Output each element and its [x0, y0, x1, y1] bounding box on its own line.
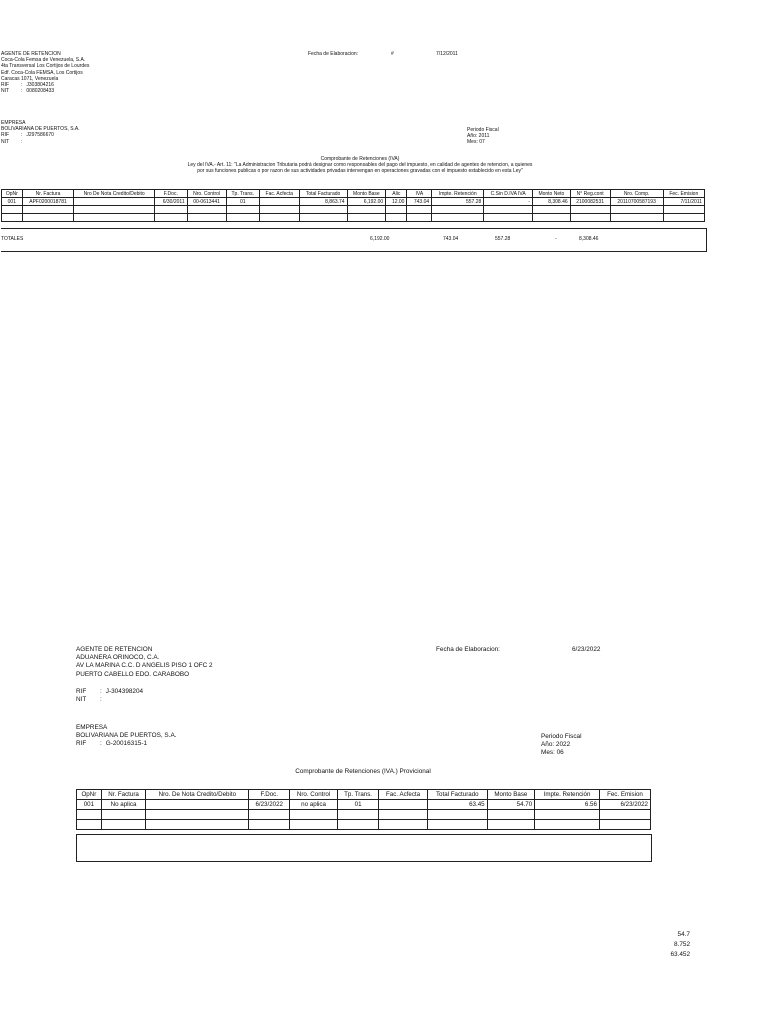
table-cell [226, 206, 259, 214]
col-header: Tp. Trans. [338, 790, 379, 800]
table-cell [338, 810, 379, 820]
col-header: Nro. Control [187, 190, 226, 198]
table-cell [154, 206, 187, 214]
table-cell [432, 206, 484, 214]
col-header: OpNr [2, 190, 23, 198]
footer-number: 8.752 [674, 941, 690, 948]
table-cell: 00-0613441 [187, 198, 226, 206]
doc2-fecha-label: Fecha de Elaboracion: [436, 646, 500, 653]
table-cell [74, 206, 155, 214]
table-cell [407, 206, 432, 214]
doc1-retenciones-table [1, 189, 705, 222]
table-cell [299, 206, 347, 214]
doc1-empresa-rif-value: J297586670 [26, 132, 54, 139]
table-cell [379, 810, 428, 820]
table-cell [386, 206, 407, 214]
table-cell [379, 820, 428, 830]
doc1-nit-row [1, 88, 89, 94]
col-header: Nro. De Nota Credito/Debito [146, 790, 249, 800]
col-header: Nr. Factura [101, 790, 146, 800]
doc2-agent-line: PUERTO CABELLO EDO. CARABOBO [76, 670, 190, 678]
doc2-empresa-name: BOLIVARIANA DE PUERTOS, S.A. [76, 732, 177, 740]
colon: : [21, 132, 23, 139]
doc1-totals-iva: 743.04 [443, 236, 459, 242]
col-header: Monto Neto [533, 190, 571, 198]
col-header: Alic [386, 190, 407, 198]
table-cell: no aplica [290, 800, 338, 810]
table-cell [290, 820, 338, 830]
doc1-agent-line: Coca-Cola Femsa de Venezuela, S.A. [1, 57, 86, 64]
table-cell [484, 206, 533, 214]
doc1-empresa-nit-row [1, 139, 80, 145]
table-cell [187, 206, 226, 214]
col-header: Tp. Trans. [226, 190, 259, 198]
doc2-totals-box [76, 834, 652, 862]
table-cell [74, 214, 155, 222]
colon: : [100, 696, 102, 704]
col-header: Nro De Nota Credito/Debito [74, 190, 155, 198]
table-cell: 8,308.46 [533, 198, 571, 206]
table-cell [570, 206, 610, 214]
table-cell [535, 820, 600, 830]
doc1-agent-line: Caracas 1071, Venezuela [1, 75, 59, 82]
table-cell: 01 [338, 800, 379, 810]
table-cell [379, 800, 428, 810]
doc2-rif-block [76, 688, 143, 704]
doc1-periodo-label: Periodo Fiscal [467, 127, 499, 133]
doc2-periodo-mes: Mes: 06 [541, 749, 564, 757]
doc1-ley-line2: por sus funciones publicas o por razon de sus actividades privadas intervengan en operaciones gravadas con el impuesto establecido en esta Ley" [197, 168, 523, 174]
table-cell [2, 206, 23, 214]
doc2-rif-value: J-304398204 [105, 688, 144, 695]
table-cell [290, 810, 338, 820]
table-cell: 12.00 [386, 198, 407, 206]
doc1-empresa-block [1, 120, 80, 145]
table-cell [663, 214, 704, 222]
colon: : [21, 82, 23, 89]
table-cell [610, 206, 663, 214]
col-header: F.Doc. [249, 790, 290, 800]
doc1-periodo-mes: Mes: 07 [467, 139, 485, 146]
doc1-agent-label: AGENTE DE RETENCION [1, 51, 61, 57]
doc1-totals-retencion: 557.28 [495, 236, 511, 242]
doc1-empresa-name: BOLIVARIANA DE PUERTOS, S.A. [1, 126, 80, 133]
doc2-empresa-label: EMPRESA [76, 724, 108, 731]
footer-number: 54.7 [677, 931, 690, 938]
doc2-rif-label: RIF [76, 688, 87, 695]
table-cell [74, 198, 155, 206]
table-cell: 6/23/2022 [249, 800, 290, 810]
table-cell [407, 214, 432, 222]
col-header: N° Reg.cont [570, 190, 610, 198]
col-header: Nr. Factura [22, 190, 74, 198]
table-cell [101, 820, 146, 830]
doc1-nit-value: 0080208433 [26, 88, 55, 95]
table-cell [259, 198, 299, 206]
doc2-fecha-value: 6/23/2022 [572, 646, 601, 653]
col-header: Impte. Retención [432, 190, 484, 198]
table-cell [259, 214, 299, 222]
table-cell: - [484, 198, 533, 206]
doc2-agent-line: AV LA MARINA C.C. D ANGELIS PISO 1 OFC 2 [76, 662, 213, 670]
table-cell [259, 206, 299, 214]
col-header: Fac. Acfecta [259, 190, 299, 198]
doc2-empresa-rif-value: G-20016315-1 [105, 740, 147, 748]
table-cell [610, 214, 663, 222]
table-header-row [77, 790, 651, 800]
doc1-agent-block [1, 51, 89, 94]
table-cell [533, 206, 571, 214]
doc2-agent-label: AGENTE DE RETENCION [76, 646, 153, 653]
table-cell [101, 810, 146, 820]
table-row-empty [77, 820, 651, 830]
footer-numbers [670, 930, 690, 960]
table-cell: 01 [226, 198, 259, 206]
doc1-rif-label: RIF [1, 82, 10, 89]
table-row-empty [2, 214, 705, 222]
doc1-ley-line1: Ley del IVA.- Art. 11: "La Administracion Tributaria podrá designar como responsables del pago del impuesto, en calidad de agentes de retencion, a quienes [187, 162, 533, 168]
table-cell [533, 214, 571, 222]
colon: : [100, 740, 102, 748]
col-header: Fac. Acfecta [379, 790, 428, 800]
table-cell [663, 206, 704, 214]
table-cell: APF0200018781 [22, 198, 74, 206]
doc1-fecha-label: Fecha de Elaboracion: [308, 51, 359, 57]
col-header: Fec. Emision [599, 790, 650, 800]
table-cell [22, 206, 74, 214]
doc2-retenciones-table [76, 789, 651, 830]
doc1-totals-monto-neto: 8,308.46 [579, 236, 599, 242]
doc1-empresa-nit-label: NIT [1, 138, 10, 145]
col-header: Nro. Comp. [610, 190, 663, 198]
table-cell [487, 820, 535, 830]
table-cell: No aplica [101, 800, 146, 810]
col-header: Impte. Retención [535, 790, 600, 800]
table-cell: 001 [77, 800, 102, 810]
table-cell [347, 206, 386, 214]
table-cell [77, 820, 102, 830]
table-cell: 6/23/2022 [599, 800, 650, 810]
table-row-empty [2, 206, 705, 214]
table-cell [484, 214, 533, 222]
doc1-totals-box [1, 228, 707, 252]
doc1-agent-line: 4ta Transversal Los Cortijos de Lourdes [1, 63, 90, 70]
table-cell [535, 810, 600, 820]
colon: : [21, 138, 23, 145]
table-cell [432, 214, 484, 222]
doc1-nit-label: NIT [1, 88, 10, 95]
table-cell [249, 820, 290, 830]
table-cell: 001 [2, 198, 23, 206]
table-cell [338, 820, 379, 830]
table-cell [599, 820, 650, 830]
col-header: Monto Base [487, 790, 535, 800]
colon: : [21, 88, 23, 95]
col-header: Total Facturado [299, 190, 347, 198]
doc2-periodo-block [541, 733, 582, 758]
table-cell: 6.56 [535, 800, 600, 810]
col-header: C.Sin D.IVA IVA [484, 190, 533, 198]
doc2-periodo-label: Periodo Fiscal [541, 733, 582, 740]
doc1-rif-value: J303804216 [26, 82, 54, 89]
doc1-empresa-label: EMPRESA [1, 120, 26, 126]
col-header: IVA [407, 190, 432, 198]
table-row [2, 198, 705, 206]
table-cell [249, 810, 290, 820]
table-cell [146, 810, 249, 820]
table-cell: 20110700587193 [610, 198, 663, 206]
doc2-nit-label: NIT [76, 696, 87, 704]
table-cell: 6,192.00 [347, 198, 386, 206]
table-cell: 6/30/2011 [154, 198, 187, 206]
table-cell [154, 214, 187, 222]
table-cell [427, 810, 487, 820]
colon: : [100, 688, 102, 695]
doc1-fecha-hash: # [391, 51, 394, 57]
doc2-comprobante-title: Comprobante de Retenciones (IVA.) Provicional [295, 768, 431, 775]
table-row [77, 800, 651, 810]
doc2-empresa-block [76, 724, 177, 749]
table-cell: 557.28 [432, 198, 484, 206]
doc2-periodo-anio: Año: 2022 [541, 741, 571, 749]
table-cell [570, 214, 610, 222]
doc2-agent-line: ADUANERA ORINOCO, C.A. [76, 654, 160, 662]
doc2-empresa-rif-row [76, 740, 177, 748]
col-header: Nro. Control [290, 790, 338, 800]
doc1-totals-sin-derecho: - [555, 236, 557, 242]
table-cell: 54.70 [487, 800, 535, 810]
table-cell [22, 214, 74, 222]
table-cell [427, 820, 487, 830]
table-cell: 8,863.74 [299, 198, 347, 206]
doc2-nit-row [76, 696, 143, 704]
doc1-empresa-rif-label: RIF [1, 132, 10, 139]
table-cell [146, 800, 249, 810]
table-header-row [2, 190, 705, 198]
table-cell [386, 214, 407, 222]
table-cell [226, 214, 259, 222]
doc2-empresa-rif-label: RIF [76, 740, 87, 748]
table-cell [487, 810, 535, 820]
col-header: Monto Base [347, 190, 386, 198]
table-cell [2, 214, 23, 222]
table-cell: 743.04 [407, 198, 432, 206]
doc2-rif-row [76, 688, 143, 696]
table-cell [187, 214, 226, 222]
doc1-agent-line: Edf. Coca-Cola FEMSA, Los Cortijos [1, 69, 83, 76]
doc1-totals-label: TOTALES [1, 236, 24, 242]
table-row-empty [77, 810, 651, 820]
table-cell [599, 810, 650, 820]
doc1-fecha-value: 7/12/2011 [436, 51, 458, 57]
doc1-comprobante-title: Comprobante de Retenciones (IVA) [320, 156, 400, 162]
table-cell [77, 810, 102, 820]
doc1-periodo-block [467, 127, 499, 146]
doc1-periodo-anio: Año: 2011 [467, 133, 490, 140]
col-header: OpNr [77, 790, 102, 800]
table-cell [146, 820, 249, 830]
table-cell: 63.45 [427, 800, 487, 810]
table-cell [299, 214, 347, 222]
table-cell [347, 214, 386, 222]
table-cell: 7/11/2011 [663, 198, 704, 206]
doc2-agent-block [76, 646, 213, 679]
footer-number: 63.452 [670, 951, 690, 958]
col-header: F.Doc. [154, 190, 187, 198]
col-header: Fec. Emision [663, 190, 704, 198]
doc1-totals-monto-base: 6,192.00 [370, 236, 390, 242]
table-cell: 2100082531 [570, 198, 610, 206]
col-header: Total Facturado [427, 790, 487, 800]
